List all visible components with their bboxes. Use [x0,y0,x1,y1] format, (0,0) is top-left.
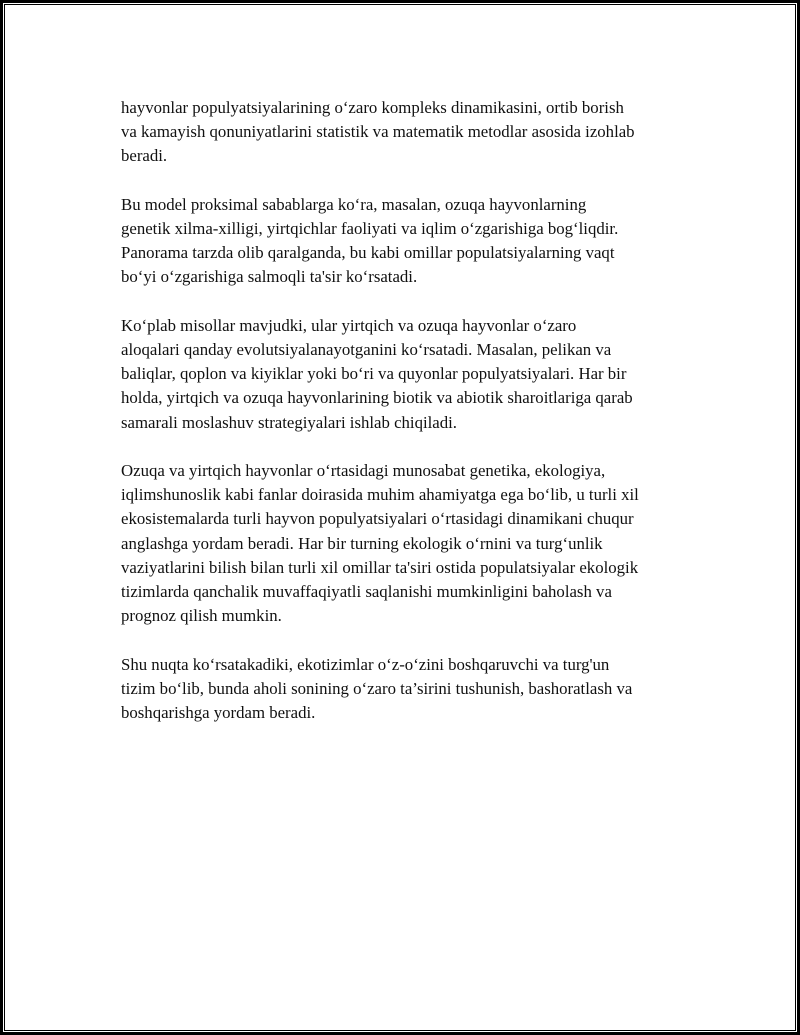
text-line: Panorama tarzda olib qaralganda, bu kabi omillar populatsiyalarning vaqt [121,243,615,263]
text-line: anglashga yordam beradi. Har bir turning ekologik o‘rnini va turg‘unlik [121,533,603,553]
text-line: prognoz qilish mumkin. [121,606,282,626]
paragraph-4 [121,459,701,628]
text-line: aloqalari qanday evolutsiyalanayotganini ko‘rsatadi. Masalan, pelikan va [121,340,612,359]
text-line: Ko‘plab misollar mavjudki, ular yirtqich va ozuqa hayvonlar o‘zaro [121,315,577,335]
text-line: tizimlarda qanchalik muvaffaqiyatli saqlanishi mumkinligini baholash va [121,582,612,602]
text-line: boshqarishga yordam beradi. [121,703,316,723]
paragraph-2 [121,193,701,290]
text-line: beradi. [121,146,168,166]
text-line: ekosistemalarda turli hayvon populyatsiyalari o‘rtasidagi dinamikani chuqur [121,509,634,529]
text-line: Shu nuqta ko‘rsatakadiki, ekotizimlar o‘z-o‘zini boshqaruvchi va turg'un [121,654,610,674]
text-line: holda, yirtqich va ozuqa hayvonlarining biotik va abiotik sharoitlariga qarab [121,388,633,408]
text-line: hayvonlar populyatsiyalarining o‘zaro kompleks dinamikasini, ortib borish [121,98,624,117]
text-line: samarali moslashuv strategiyalari ishlab chiqiladi. [121,412,458,432]
text-line: Ozuqa va yirtqich hayvonlar o‘rtasidagi munosabat genetika, ekologiya, [121,461,606,480]
text-line: va kamayish qonuniyatlarini statistik va matematik metodlar asosida izohlab [121,122,635,142]
text-line: tizim bo‘lib, bunda aholi sonining o‘zaro ta’sirini tushunish, bashoratlash va [121,678,633,698]
text-line: Bu model proksimal sabablarga ko‘ra, masalan, ozuqa hayvonlarning [121,194,587,214]
paragraph-5 [121,653,701,726]
text-line: vaziyatlarini bilish bilan turli xil omillar ta'siri ostida populatsiyalar ekologik [121,557,639,577]
text-line: genetik xilma-xilligi, yirtqichlar faoliyati va iqlim o‘zgarishiga bog‘liqdir. [121,219,619,238]
document-body [121,96,701,749]
text-line: bo‘yi o‘zgarishiga salmoqli ta'sir ko‘rsatadi. [121,267,418,287]
paragraph-1 [121,96,701,169]
text-line: baliqlar, qoplon va kiyiklar yoki bo‘ri va quyonlar populyatsiyalari. Har bir [121,364,627,384]
text-line: iqlimshunoslik kabi fanlar doirasida muhim ahamiyatga ega bo‘lib, u turli xil [121,485,639,505]
paragraph-3 [121,314,701,435]
